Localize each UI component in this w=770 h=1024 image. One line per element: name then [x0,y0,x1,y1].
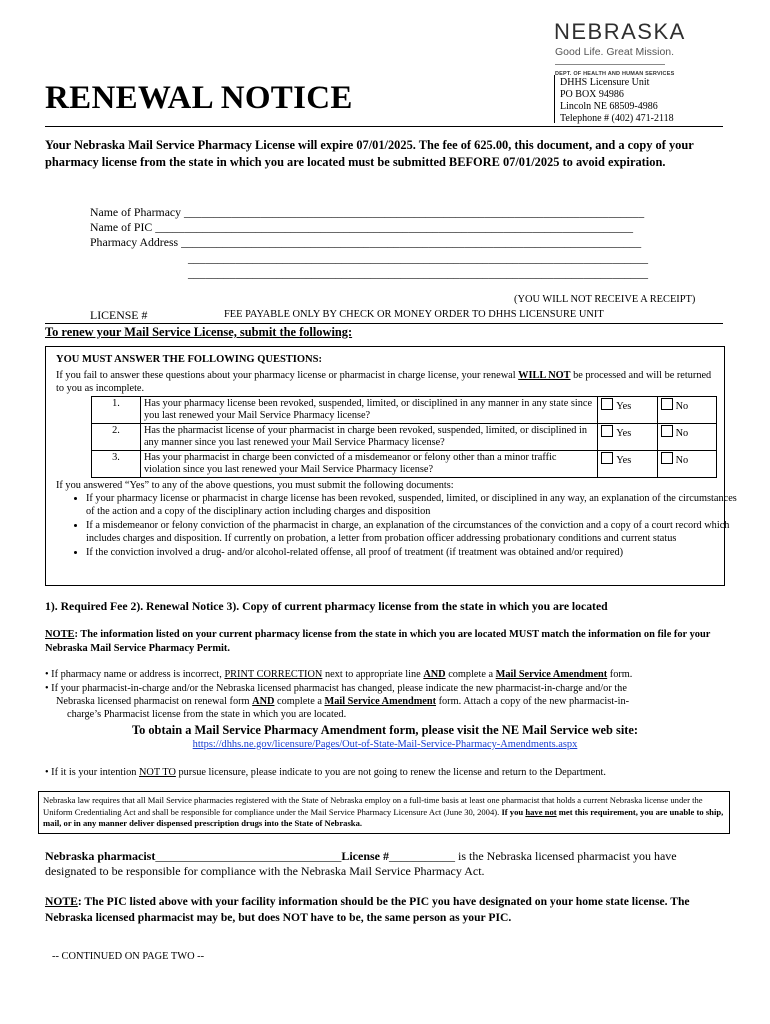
pharmacy-address-field[interactable]: Pharmacy Address ______________________________________________________________________________ [90,235,642,249]
document-requirement-item: • If your pharmacy license or pharmacist in charge license has been revoked, suspended, limited, or disciplined in any way, an explanation of the circumstances of the action and a copy of the disciplinary action including charges and disposition [86,492,741,518]
questions-box [45,346,737,586]
amendment-form-text: Mail Service Amendment [495,669,608,680]
bullet-text: • If it is your intention [45,767,139,778]
bullet-pic-change [45,682,735,721]
dept-label: DEPT. OF HEALTH AND HUMAN SERVICES [555,71,675,77]
law-text-bold: If you [501,806,526,817]
license-number-label: LICENSE # [90,308,148,322]
warning-text: If you fail to answer these questions about your pharmacy license or pharmacist in charge license, your renewal [56,370,519,381]
bullet-line [45,695,735,708]
law-text-bold: met this requirement, you are unable to ship, mail, or in any manner deliver dispensed prescription drugs into the State of Nebraska. [43,806,724,828]
bullet-text: Nebraska licensed pharmacist on renewal form [56,696,253,707]
question-text: Has your pharmacy license been revoked, suspended, limited, or disciplined in any manner in any state since you last renewed your Mail Service Pharmacy license? [140,397,597,424]
question-row [92,397,717,424]
name-of-pharmacy-field[interactable]: Name of Pharmacy ______________________________________________________________________________ [90,205,645,219]
address-line: DHHS Licensure Unit [560,77,650,88]
note-license-match [45,628,725,656]
have-not-emphasis: have not [525,806,557,817]
receipt-note: (YOU WILL NOT RECEIVE A RECEIPT) [514,294,696,305]
question-row [92,451,717,478]
amendment-link-row [45,739,725,750]
bullet-print-correction [45,668,735,681]
required-items: 1). Required Fee 2). Renewal Notice 3). Copy of current pharmacy license from the state in which you are located [45,600,608,613]
logo-divider [555,64,665,65]
law-text: Nebraska law requires that all Mail Service pharmacies registered with the State of Nebraska employ on a full-time basis at least one pharmacist that holds a current Nebraska license under the Uniform Credentialing Act and shall be responsible for compliance under the Mail Service Pharmacy Licensure Act (June 30, 2004). [43,795,703,817]
bullet-text: charge’s Pharmacist license from the state in which you are located. [67,709,347,720]
note-label: NOTE [45,629,75,640]
bullet-text: • If your pharmacist-in-charge and/or the Nebraska licensed pharmacist has changed, please indicate the new pharmacist-in-charge and/or the [45,683,627,694]
yes-checkbox[interactable] [601,452,613,464]
question-number: 2. [92,424,141,451]
question-number: 3. [92,451,141,478]
questions-warning [56,369,716,395]
no-checkbox-cell[interactable] [657,424,716,451]
pharmacy-address-line-3[interactable]: ______________________________________________________________________________ [188,266,649,280]
question-text: Has your pharmacist in charge been convicted of a misdemeanor or felony other than a minor traffic violation since you last renewed your Mail Service Pharmacy license? [140,451,597,478]
expiration-intro: Your Nebraska Mail Service Pharmacy License will expire 07/01/2025. The fee of 625.00, this document, and a copy of your pharmacy license from the state in which you are located must be submitted BEFORE 07/01/2025 to avoid expiration. [45,138,694,169]
note-text: : The PIC listed above with your facility information should be the PIC you have designated on your home state license. The Nebraska licensed pharmacist may be, but does NOT have to be, the same person as your PIC. [45,895,690,924]
ne-license-number-field[interactable]: ___________ [389,849,456,863]
yes-checkbox[interactable] [601,425,613,437]
print-correction-text: PRINT CORRECTION [224,669,323,680]
nebraska-law-box [38,791,730,834]
address-block [560,77,674,125]
not-to-emphasis: NOT TO [138,767,176,778]
bullet-text: form. [607,669,633,680]
address-line: Lincoln NE 68509-4986 [560,101,658,112]
no-label: No [675,455,689,466]
fee-payable-note: FEE PAYABLE ONLY BY CHECK OR MONEY ORDER TO DHHS LICENSURE UNIT [224,309,604,320]
bullet-not-renewing [45,766,606,779]
fee-rule [45,323,723,324]
ne-pharmacist-name-field[interactable]: _______________________________ [155,849,342,863]
no-label: No [675,401,689,412]
no-checkbox-cell[interactable] [657,397,716,424]
documents-list [56,492,741,560]
bullet-text: • If pharmacy name or address is incorrect, [45,669,225,680]
yes-checkbox-cell[interactable] [598,424,657,451]
note-label: NOTE [45,895,78,908]
bullet-text: complete a [274,696,325,707]
designation-text: designated to be responsible for compliance with the Nebraska Mail Service Pharmacy Act. [45,864,485,878]
ne-license-label: License # [341,849,390,863]
address-rule [554,75,555,123]
bullet-text: complete a [445,669,496,680]
title-rule [45,126,723,127]
address-line: PO BOX 94986 [560,89,624,100]
bullet-text: next to appropriate line [322,669,424,680]
warning-text-end: be processed and will be returned to you as incomplete. [56,370,712,394]
and-emphasis: AND [252,696,275,707]
address-line: Telephone # (402) 471-2118 [560,113,674,124]
and-emphasis: AND [423,669,446,680]
question-number: 1. [92,397,141,424]
note-pic [45,894,725,926]
nebraska-logo-wordmark: NEBRASKA [554,19,686,44]
question-text: Has the pharmacist license of your pharmacist in charge been revoked, suspended, limited, or disciplined in any manner since you last renewed your Mail Service Pharmacy license? [140,424,597,451]
designation-text: is the Nebraska licensed pharmacist you have [455,849,677,863]
bullet-text: form. Attach a copy of the new pharmacist-in- [436,696,630,707]
if-yes-instructions: If you answered “Yes” to any of the above questions, you must submit the following documents: [56,480,454,491]
ne-pharmacist-label: Nebraska pharmacist [45,849,156,863]
yes-checkbox-cell[interactable] [598,451,657,478]
yes-label: Yes [616,428,632,439]
no-checkbox[interactable] [661,425,673,437]
document-requirement-item: • If the conviction involved a drug- and/or alcohol-related offense, all proof of treatment (if treatment was obtained and/or required) [86,546,741,559]
document-requirement-item: • If a misdemeanor or felony conviction of the pharmacist in charge, an explanation of the circumstances of the conviction and a copy of a court record which includes charges and disposition. If currently on probation, a letter from probation officer addressing probationary conditions and current status [86,519,741,545]
questions-table [91,396,717,478]
renew-heading: To renew your Mail Service License, submit the following: [45,325,353,339]
will-not-emphasis: WILL NOT [518,370,571,381]
no-checkbox[interactable] [661,398,673,410]
designation-line [45,849,735,864]
yes-label: Yes [616,455,632,466]
obtain-amendment-heading: To obtain a Mail Service Pharmacy Amendment form, please visit the NE Mail Service web site: [131,723,639,737]
yes-label: Yes [616,401,632,412]
nebraska-logo-tagline: Good Life. Great Mission. [555,46,675,58]
amendment-form-link[interactable]: https://dhhs.ne.gov/licensure/Pages/Out-of-State-Mail-Service-Pharmacy-Amendments.aspx [192,739,578,750]
no-checkbox[interactable] [661,452,673,464]
bullet-text: pursue licensure, please indicate to you are not going to renew the license and return to the Department. [175,767,606,778]
question-row [92,424,717,451]
note-text: : The information listed on your current pharmacy license from the state in which you are located MUST match the information on file for your Nebraska Mail Service Pharmacy Permit. [45,629,711,654]
questions-heading: YOU MUST ANSWER THE FOLLOWING QUESTIONS: [56,354,322,365]
pharmacy-address-line-2[interactable]: ______________________________________________________________________________ [188,251,649,265]
no-label: No [675,428,689,439]
yes-checkbox-cell[interactable] [598,397,657,424]
page-title: RENEWAL NOTICE [45,80,353,116]
yes-checkbox[interactable] [601,398,613,410]
continued-footer: -- CONTINUED ON PAGE TWO -- [52,951,205,962]
ne-pharmacist-designation [45,849,735,879]
no-checkbox-cell[interactable] [657,451,716,478]
name-of-pic-field[interactable]: Name of PIC _________________________________________________________________________________ [90,220,633,234]
amendment-form-text: Mail Service Amendment [324,696,437,707]
